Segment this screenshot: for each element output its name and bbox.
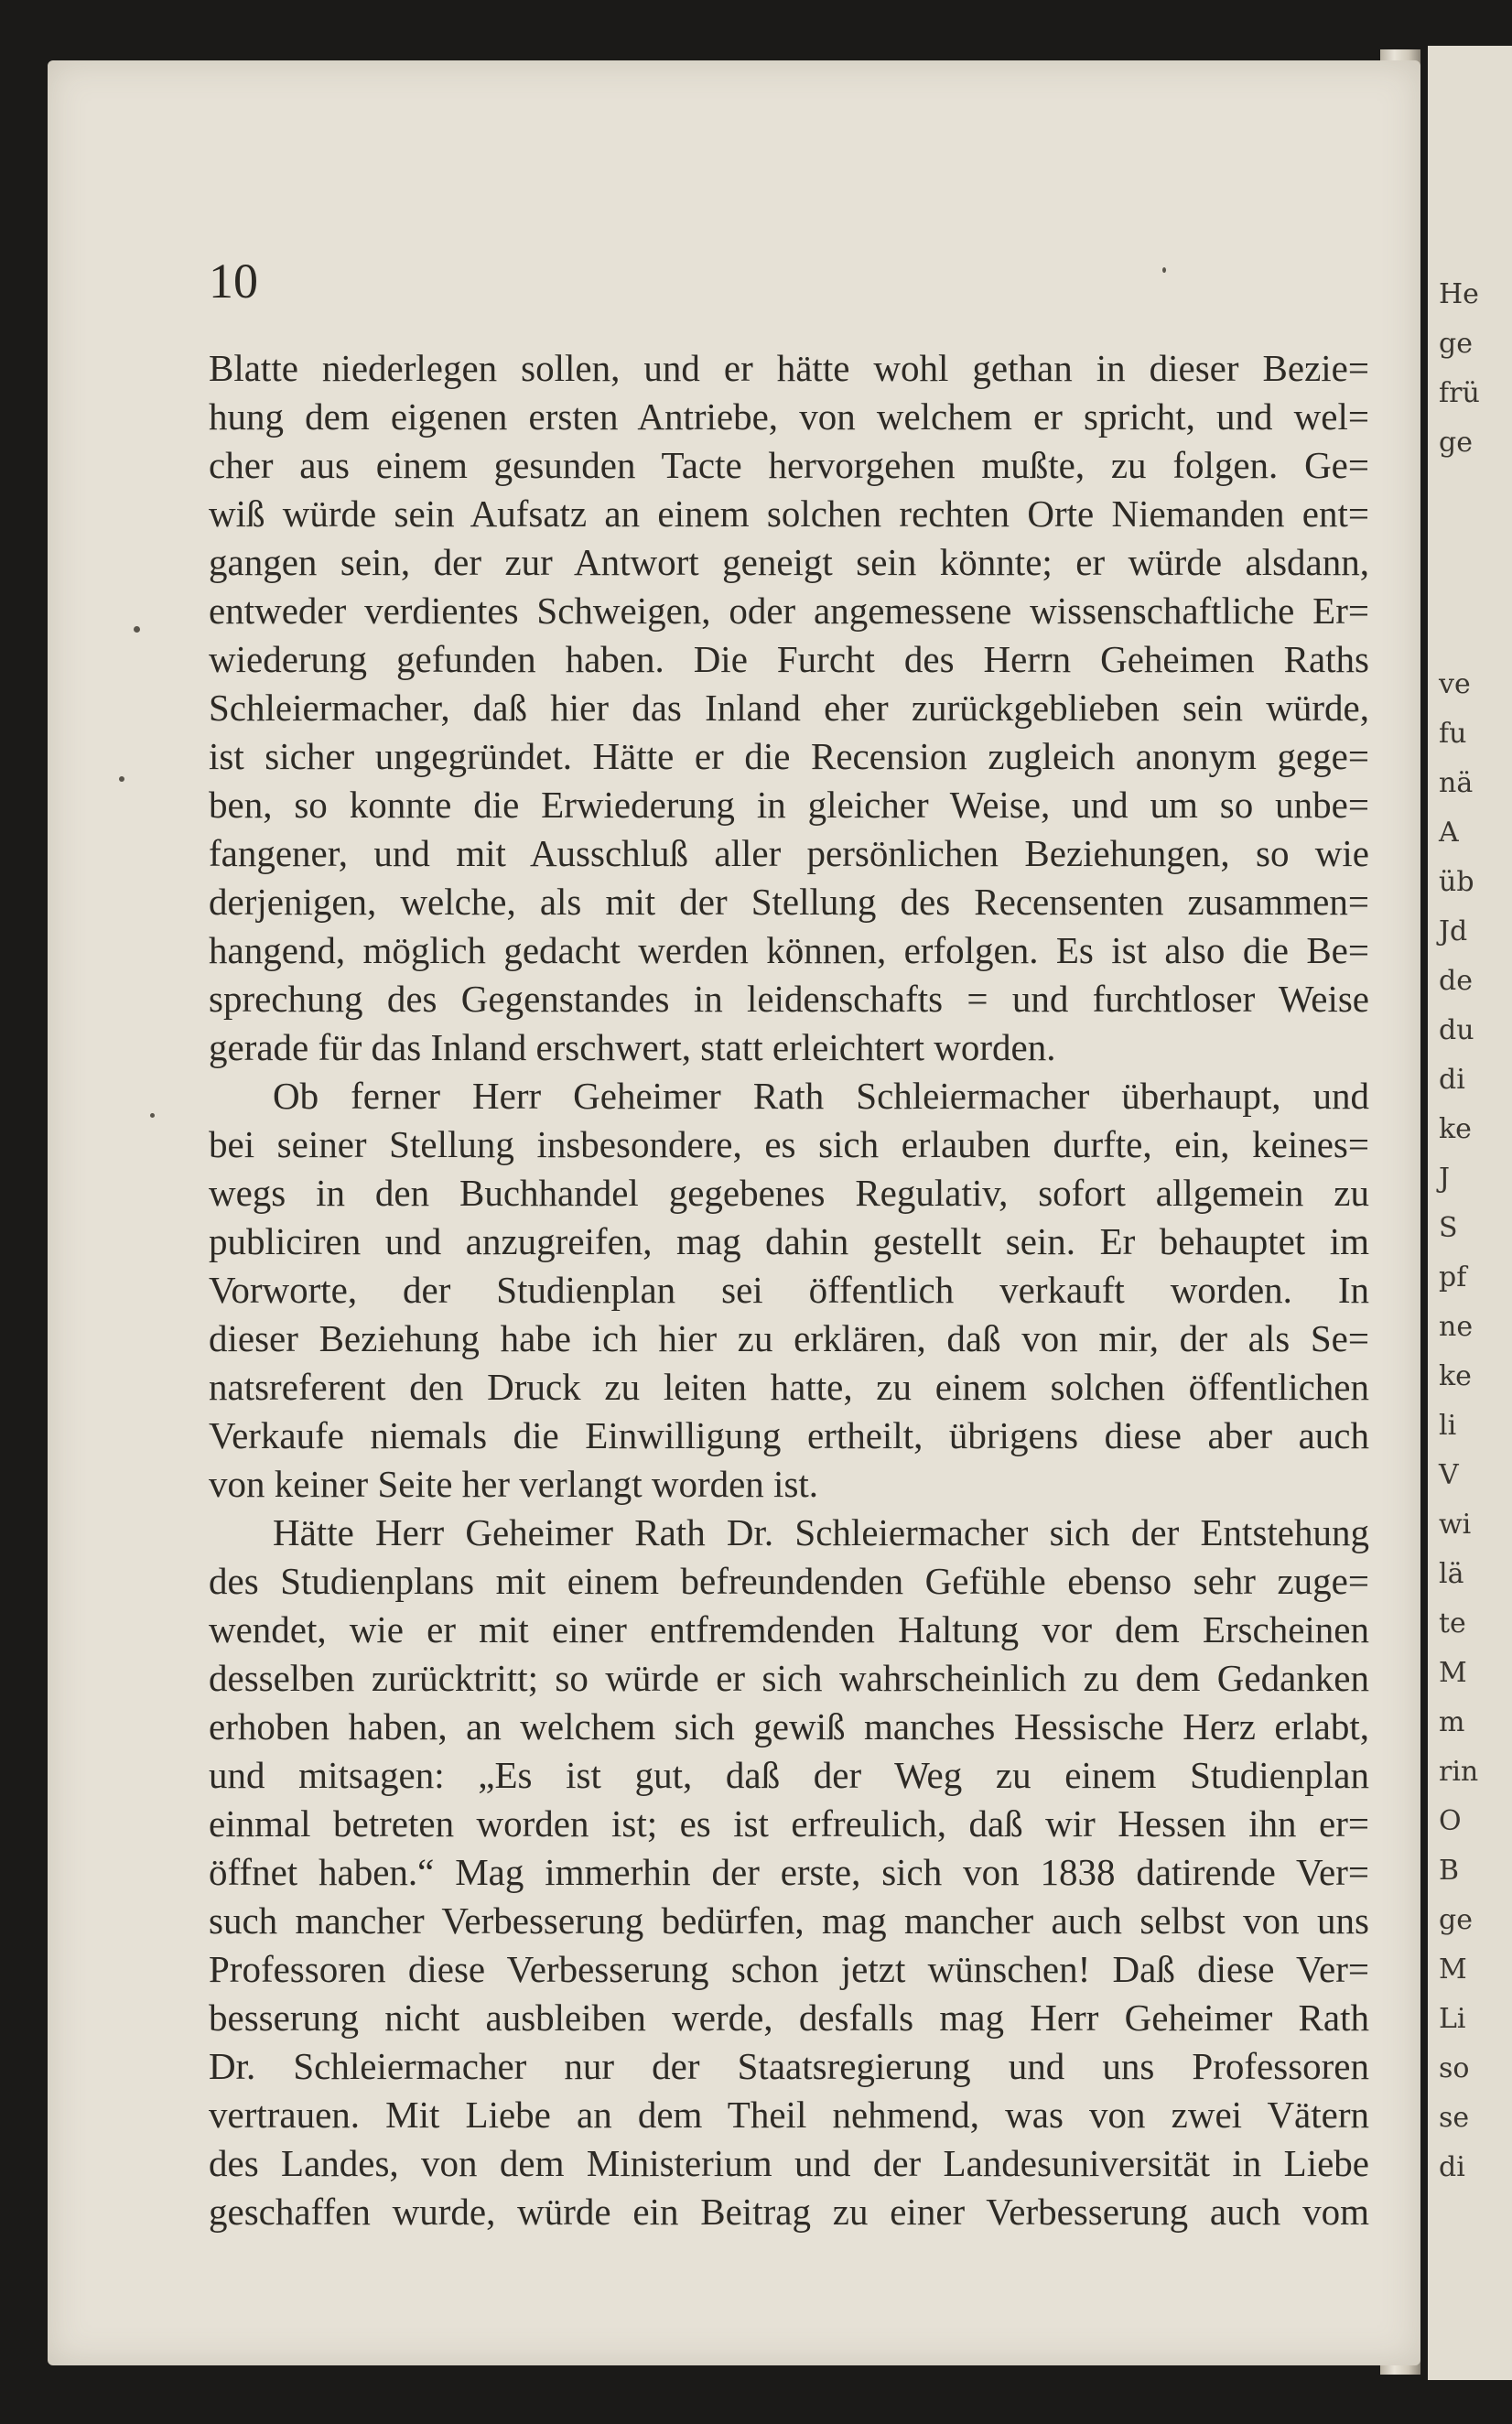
text-line: wegs in den Buchhandel gegebenes Regulativ, sofort allgemein zu bbox=[209, 1172, 1369, 1214]
text-line: bei seiner Stellung insbesondere, es sich erlauben durfte, ein, keines= bbox=[209, 1123, 1369, 1165]
facing-page-fragment: ke bbox=[1439, 1360, 1472, 1392]
paper-speck bbox=[119, 776, 124, 782]
text-line: Vorworte, der Studienplan sei öffentlich verkauft worden. In bbox=[209, 1269, 1369, 1311]
text-line: Ob ferner Herr Geheimer Rath Schleiermacher überhaupt, und bbox=[273, 1075, 1369, 1117]
text-line: besserung nicht ausbleiben werde, desfalls mag Herr Geheimer Rath bbox=[209, 1997, 1369, 2039]
text-line: öffnet haben.“ Mag immerhin der erste, sich von 1838 datirende Ver= bbox=[209, 1851, 1369, 1893]
text-line: natsreferent den Druck zu leiten hatte, zu einem solchen öffentlichen bbox=[209, 1366, 1369, 1408]
text-line: Professoren diese Verbesserung schon jetzt wünschen! Daß diese Ver= bbox=[209, 1948, 1369, 1990]
text-line: einmal betreten worden ist; es ist erfreulich, daß wir Hessen ihn er= bbox=[209, 1802, 1369, 1845]
text-line: Dr. Schleiermacher nur der Staatsregierung und uns Professoren bbox=[209, 2045, 1369, 2087]
facing-page-fragment: m bbox=[1439, 1706, 1465, 1738]
text-line: und mitsagen: „Es ist gut, daß der Weg zu einem Studienplan bbox=[209, 1754, 1369, 1796]
facing-page-fragment: de bbox=[1439, 965, 1473, 997]
book-page bbox=[48, 60, 1420, 2365]
facing-page-fragment: rin bbox=[1439, 1756, 1479, 1788]
text-line: such mancher Verbesserung bedürfen, mag mancher auch selbst von uns bbox=[209, 1899, 1369, 1942]
facing-page-fragment: O bbox=[1439, 1805, 1462, 1837]
facing-page-fragment: ke bbox=[1439, 1113, 1472, 1145]
text-line: wendet, wie er mit einer entfremdenden Haltung vor dem Erscheinen bbox=[209, 1608, 1369, 1650]
text-line: desselben zurücktritt; so würde er sich wahrscheinlich zu dem Gedanken bbox=[209, 1657, 1369, 1699]
text-line: gangen sein, der zur Antwort geneigt sein könnte; er würde alsdann, bbox=[209, 541, 1369, 583]
facing-page-fragment: M bbox=[1439, 1657, 1467, 1689]
text-line: erhoben haben, an welchem sich gewiß manches Hessische Herz erlabt, bbox=[209, 1705, 1369, 1748]
text-line: Verkaufe niemals die Einwilligung ertheilt, übrigens diese aber auch bbox=[209, 1414, 1369, 1456]
paper-speck bbox=[134, 626, 140, 633]
paper-speck bbox=[1162, 267, 1166, 273]
facing-page-fragment: ge bbox=[1439, 328, 1473, 360]
text-line: entweder verdientes Schweigen, oder angemessene wissenschaftliche Er= bbox=[209, 590, 1369, 632]
text-line: Hätte Herr Geheimer Rath Dr. Schleiermacher sich der Entstehung bbox=[273, 1511, 1369, 1553]
text-line: Schleiermacher, daß hier das Inland eher zurückgeblieben sein würde, bbox=[209, 687, 1369, 729]
facing-page-fragment: so bbox=[1439, 2052, 1470, 2084]
text-line: wiß würde sein Aufsatz an einem solchen rechten Orte Niemanden ent= bbox=[209, 492, 1369, 535]
body-text bbox=[209, 344, 1369, 2236]
facing-page-fragment: di bbox=[1439, 1064, 1465, 1096]
facing-page-fragment: S bbox=[1439, 1212, 1458, 1244]
text-line: des Studienplans mit einem befreundenden Gefühle ebenso sehr zuge= bbox=[209, 1560, 1369, 1602]
facing-page-fragment: li bbox=[1439, 1410, 1457, 1442]
facing-page-fragment: wi bbox=[1439, 1509, 1472, 1541]
text-line: von keiner Seite her verlangt worden ist. bbox=[209, 1463, 819, 1505]
facing-page-fragment: fu bbox=[1439, 718, 1467, 750]
text-line: sprechung des Gegenstandes in leidenschafts = und furchtloser Weise bbox=[209, 978, 1369, 1020]
facing-page-edge bbox=[1428, 46, 1512, 2380]
facing-page-fragment: frü bbox=[1439, 377, 1480, 409]
facing-page-fragment: He bbox=[1439, 278, 1479, 310]
facing-page-fragment: ve bbox=[1439, 668, 1471, 700]
facing-page-fragment: lä bbox=[1439, 1558, 1464, 1590]
text-line: hung dem eigenen ersten Antriebe, von welchem er spricht, und wel= bbox=[209, 395, 1369, 438]
facing-page-fragment: M bbox=[1439, 1953, 1467, 1986]
text-line: derjenigen, welche, als mit der Stellung des Recensenten zusammen= bbox=[209, 881, 1369, 923]
facing-page-fragment: di bbox=[1439, 2151, 1465, 2183]
text-line: geschaffen wurde, würde ein Beitrag zu einer Verbesserung auch vom bbox=[209, 2191, 1369, 2233]
text-line: hangend, möglich gedacht werden können, erfolgen. Es ist also die Be= bbox=[209, 929, 1369, 971]
text-line: des Landes, von dem Ministerium und der Landesuniversität in Liebe bbox=[209, 2142, 1369, 2184]
facing-page-fragment: pf bbox=[1439, 1261, 1467, 1293]
text-line: vertrauen. Mit Liebe an dem Theil nehmend, was von zwei Vätern bbox=[209, 2094, 1369, 2136]
text-line: Blatte niederlegen sollen, und er hätte wohl gethan in dieser Bezie= bbox=[209, 347, 1369, 389]
facing-page-fragment: du bbox=[1439, 1014, 1474, 1046]
paper-speck bbox=[150, 1113, 155, 1118]
facing-page-fragment: te bbox=[1439, 1607, 1466, 1639]
facing-page-fragment: J bbox=[1439, 1163, 1451, 1195]
facing-page-fragment: Jd bbox=[1439, 915, 1468, 947]
text-line: ist sicher ungegründet. Hätte er die Recension zugleich anonym gege= bbox=[209, 735, 1369, 777]
facing-page-fragment: üb bbox=[1439, 866, 1474, 898]
facing-page-fragment: V bbox=[1439, 1459, 1459, 1491]
facing-page-fragment: ne bbox=[1439, 1311, 1474, 1343]
facing-page-fragment: A bbox=[1439, 817, 1459, 849]
facing-page-fragment: B bbox=[1439, 1855, 1460, 1887]
text-line: cher aus einem gesunden Tacte hervorgehen mußte, zu folgen. Ge= bbox=[209, 444, 1369, 486]
text-line: fangener, und mit Ausschluß aller persönlichen Beziehungen, so wie bbox=[209, 832, 1369, 874]
facing-page-fragment: ge bbox=[1439, 427, 1473, 459]
facing-page-fragment: ge bbox=[1439, 1904, 1473, 1936]
page-number: 10 bbox=[209, 254, 258, 308]
text-line: gerade für das Inland erschwert, statt erleichtert worden. bbox=[209, 1026, 1056, 1068]
facing-page-fragment: se bbox=[1439, 2102, 1470, 2134]
text-line: publiciren und anzugreifen, mag dahin gestellt sein. Er behauptet im bbox=[209, 1220, 1369, 1262]
text-line: wiederung gefunden haben. Die Furcht des Herrn Geheimen Raths bbox=[209, 638, 1369, 680]
text-line: ben, so konnte die Erwiederung in gleicher Weise, und um so unbe= bbox=[209, 784, 1369, 826]
facing-page-fragment: nä bbox=[1439, 767, 1474, 799]
facing-page-fragment: Li bbox=[1439, 2003, 1466, 2035]
text-line: dieser Beziehung habe ich hier zu erklären, daß von mir, der als Se= bbox=[209, 1317, 1369, 1359]
